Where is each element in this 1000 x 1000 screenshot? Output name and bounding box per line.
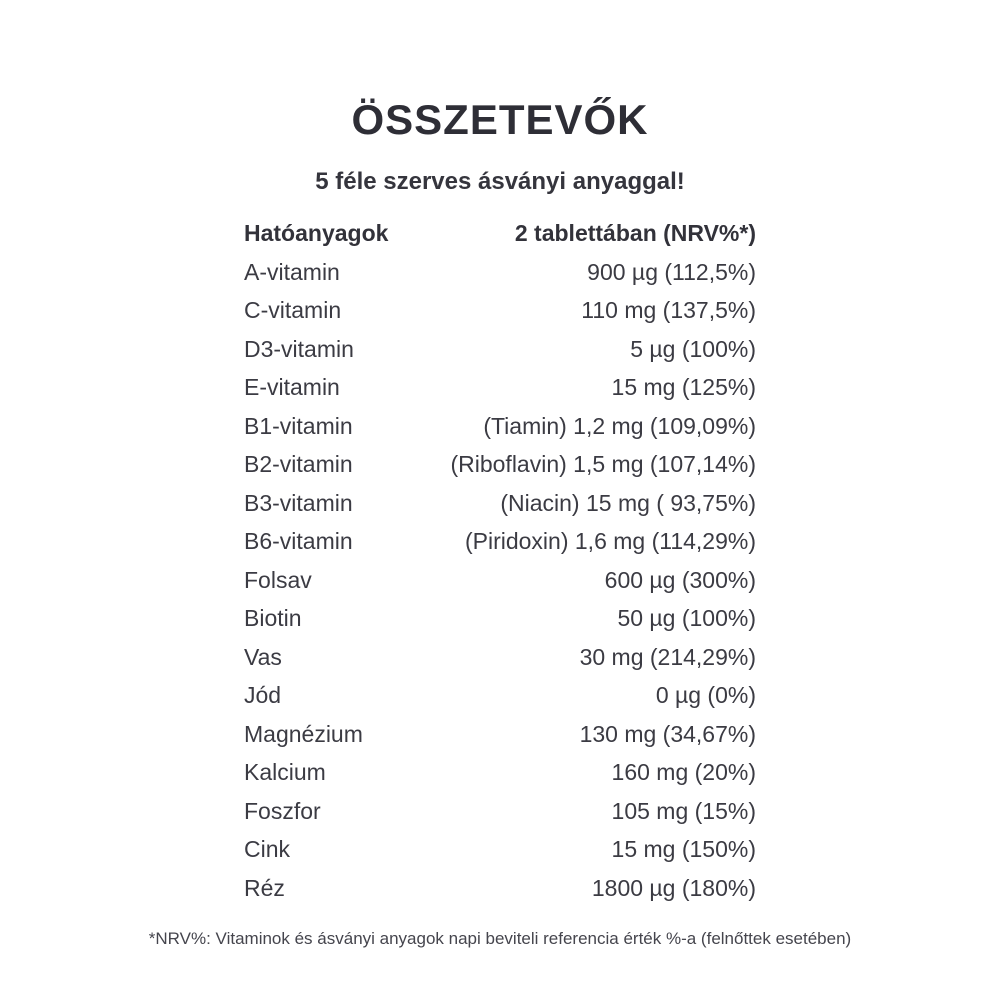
ingredient-name: D3-vitamin	[244, 335, 354, 362]
ingredient-name: Kalcium	[244, 759, 326, 786]
ingredient-value: 5 µg (100%)	[630, 335, 756, 362]
ingredient-value: 600 µg (300%)	[604, 566, 756, 593]
column-header-per-two-tablets: 2 tablettában (NRV%*)	[514, 220, 756, 247]
ingredient-value: 30 mg (214,29%)	[579, 643, 756, 670]
table-row	[244, 567, 756, 606]
ingredient-value: 15 mg (125%)	[611, 374, 756, 401]
table-row	[244, 490, 756, 529]
page-subtitle: 5 féle szerves ásványi anyaggal!	[315, 168, 685, 196]
ingredient-value: (Riboflavin) 1,5 mg (107,14%)	[450, 451, 756, 478]
ingredient-name: E-vitamin	[244, 374, 340, 401]
table-row	[244, 682, 756, 721]
column-header-ingredients: Hatóanyagok	[244, 220, 389, 247]
ingredient-name: Magnézium	[244, 720, 363, 747]
ingredient-name: Biotin	[244, 605, 302, 632]
ingredient-name: Vas	[244, 643, 282, 670]
ingredient-value: 105 mg (15%)	[611, 797, 756, 824]
ingredient-name: Réz	[244, 874, 285, 901]
table-row	[244, 759, 756, 798]
ingredient-value: (Tiamin) 1,2 mg (109,09%)	[483, 412, 756, 439]
ingredient-name: B1-vitamin	[244, 412, 353, 439]
ingredient-name: Jód	[244, 682, 282, 709]
ingredient-name: C-vitamin	[244, 297, 342, 324]
ingredients-table	[244, 220, 756, 913]
ingredient-value: (Niacin) 15 mg ( 93,75%)	[500, 489, 756, 516]
table-row	[244, 721, 756, 760]
table-row	[244, 336, 756, 375]
ingredient-value: 0 µg (0%)	[655, 682, 756, 709]
table-row	[244, 259, 756, 298]
table-row	[244, 451, 756, 490]
ingredient-value: 50 µg (100%)	[617, 605, 756, 632]
ingredient-name: B3-vitamin	[244, 489, 353, 516]
ingredient-name: Foszfor	[244, 797, 321, 824]
table-row	[244, 798, 756, 837]
ingredient-value: 900 µg (112,5%)	[587, 258, 756, 285]
table-header-row	[244, 220, 756, 259]
ingredient-name: Cink	[244, 836, 291, 863]
ingredient-name: B2-vitamin	[244, 451, 353, 478]
ingredient-value: 160 mg (20%)	[611, 759, 756, 786]
table-rows	[244, 259, 756, 914]
ingredient-value: 110 mg (137,5%)	[581, 297, 756, 324]
table-row	[244, 644, 756, 683]
ingredient-name: A-vitamin	[244, 258, 340, 285]
page-title: ÖSSZETEVŐK	[351, 96, 649, 143]
ingredient-value: (Piridoxin) 1,6 mg (114,29%)	[464, 528, 756, 555]
ingredient-value: 1800 µg (180%)	[591, 874, 756, 901]
ingredient-name: Folsav	[244, 566, 312, 593]
table-row	[244, 374, 756, 413]
table-row	[244, 297, 756, 336]
table-row	[244, 836, 756, 875]
table-row	[244, 605, 756, 644]
table-row	[244, 875, 756, 914]
ingredient-value: 15 mg (150%)	[611, 836, 756, 863]
ingredient-name: B6-vitamin	[244, 528, 353, 555]
table-row	[244, 528, 756, 567]
table-row	[244, 413, 756, 452]
nrv-footnote: *NRV%: Vitaminok és ásványi anyagok napi beviteli referencia érték %-a (felnőttek esetében)	[148, 929, 852, 949]
ingredient-value: 130 mg (34,67%)	[579, 720, 756, 747]
